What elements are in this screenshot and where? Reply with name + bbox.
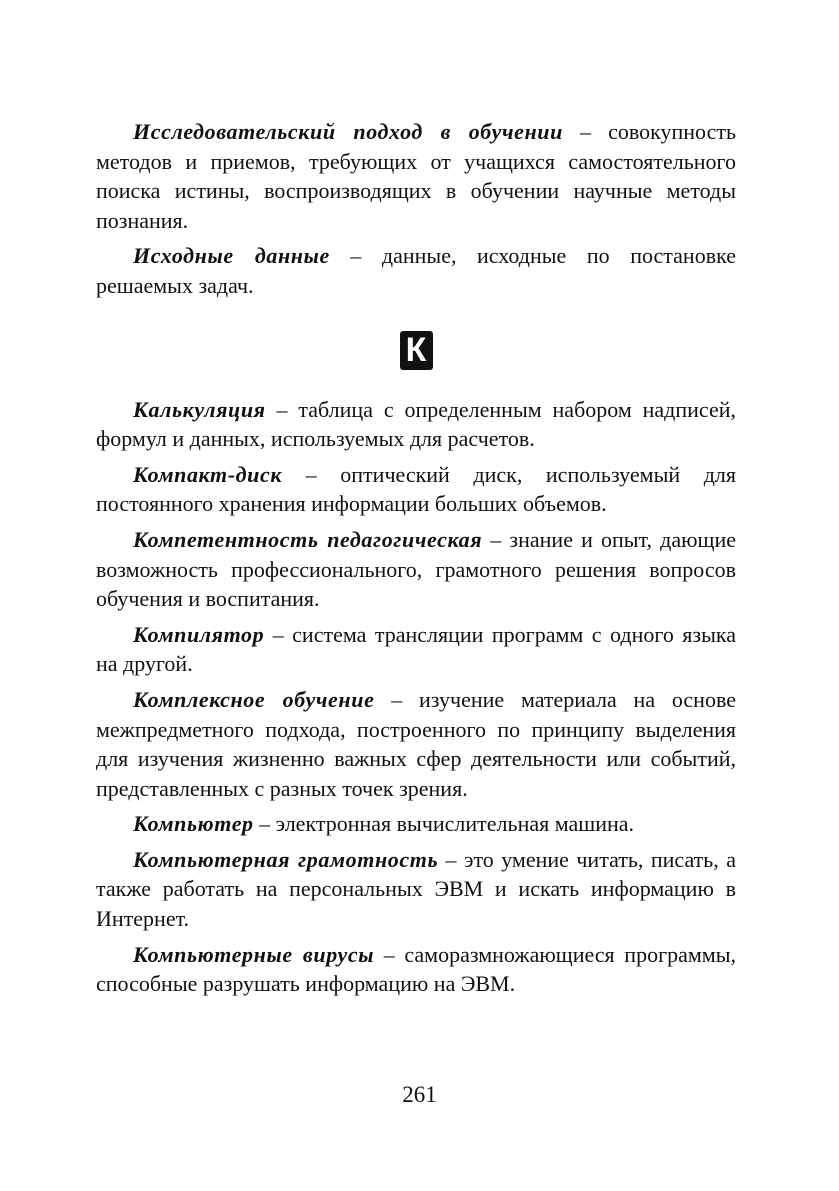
entry-definition: – это умение читать, писать, а также работать на персональных ЭВМ и искать информацию в Интернет. xyxy=(96,846,737,932)
entry-definition: – электронная вычислительная машина. xyxy=(253,811,635,837)
dictionary-entry xyxy=(96,620,736,679)
dictionary-entry xyxy=(96,395,736,454)
entry-definition: – знание и опыт, дающие возможность профессионального, грамотного решения вопросов обучения и воспитания. xyxy=(96,526,736,612)
entry-term: Компьютерные вирусы xyxy=(133,941,375,967)
entry-term: Калькуляция xyxy=(133,396,266,422)
entry-definition: – изучение материала на основе межпредметного подхода, построенного по принципу выделения для изучения жизненно важных сфер деятельности или событий, представленных с разных точек зрения. xyxy=(96,686,736,801)
entry-term: Исследовательский подход в обучении xyxy=(133,119,563,144)
page-body xyxy=(96,117,736,1005)
dictionary-entry xyxy=(96,809,736,839)
dictionary-entry xyxy=(96,940,736,999)
entry-definition: – саморазмножающиеся программы, способные разрушать информацию на ЭВМ. xyxy=(96,941,736,997)
entry-term: Компакт-диск xyxy=(133,461,283,487)
entry-term: Компьютерная грамотность xyxy=(133,846,439,872)
entry-definition: – совокупность методов и приемов, требующих от учащихся самостоятельного поиска истины, воспроизводящих в обучении научные методы познания. xyxy=(96,119,736,233)
entry-definition: – оптический диск, используемый для постоянного хранения информации больших объемов. xyxy=(96,461,736,517)
dictionary-entry xyxy=(96,525,736,614)
entry-term: Компьютер xyxy=(133,811,254,837)
dictionary-entry xyxy=(96,241,736,300)
entry-definition: – данные, исходные по постановке решаемых задач. xyxy=(96,243,736,298)
section-letter-block xyxy=(96,307,736,395)
entry-term: Компетентность педагогическая xyxy=(133,526,483,552)
dictionary-entry xyxy=(96,460,736,519)
entry-definition: – таблица с определенным набором надписей, формул и данных, используемых для расчетов. xyxy=(96,396,736,452)
page-number: 261 xyxy=(402,1082,437,1107)
entry-term: Комплексное обучение xyxy=(133,686,375,712)
entry-definition: – система трансляции программ с одного языка на другой. xyxy=(96,621,736,677)
dictionary-entry xyxy=(96,845,736,934)
entry-term: Исходные данные xyxy=(133,243,330,269)
entry-term: Компилятор xyxy=(133,621,265,647)
dictionary-entry xyxy=(96,685,736,803)
section-letter: К xyxy=(400,331,433,370)
dictionary-entry xyxy=(96,117,736,235)
